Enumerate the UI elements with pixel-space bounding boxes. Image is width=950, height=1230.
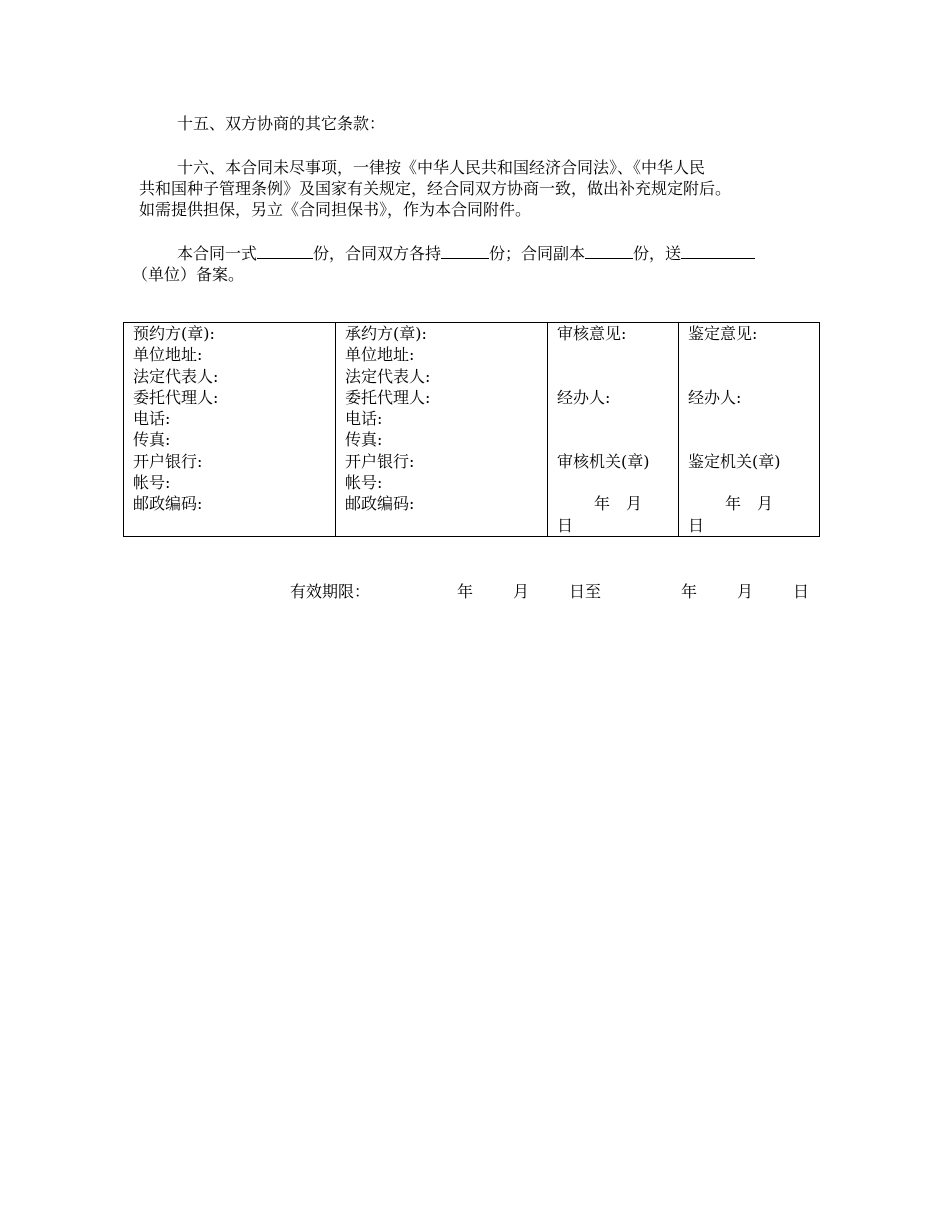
- party-b-account: 帐号:: [345, 473, 383, 493]
- copies-line-1: [177, 242, 755, 265]
- clause-15: 十五、双方协商的其它条款：: [177, 114, 386, 133]
- review-authority: 审核机关(章): [557, 451, 650, 471]
- validity-start-day: 日至: [569, 582, 602, 601]
- clause-16-line-3: 如需提供担保，另立《合同担保书》，作为本合同附件。: [139, 200, 532, 219]
- party-b-fax: 传真:: [345, 430, 383, 450]
- appraisal-authority: 鉴定机关(章): [688, 451, 781, 471]
- validity-start-month: 月: [513, 582, 530, 601]
- validity-end-day: 日: [793, 582, 810, 601]
- review-date-line-1: 年 月: [594, 494, 643, 514]
- validity-label: 有效期限：: [290, 582, 371, 601]
- copies-each-blank[interactable]: [441, 242, 489, 259]
- copies-text-4: 份，送: [633, 244, 682, 263]
- party-a-agent: 委托代理人:: [133, 387, 219, 407]
- party-info-table: [123, 322, 820, 537]
- copies-total-blank[interactable]: [257, 242, 313, 259]
- party-a-seal: 预约方(章):: [133, 324, 215, 343]
- party-b-address: 单位地址:: [345, 345, 415, 365]
- party-a-postcode: 邮政编码:: [133, 494, 203, 514]
- validity-end-month: 月: [737, 582, 754, 601]
- validity-period: [0, 579, 950, 603]
- party-b-cell: [336, 323, 548, 537]
- party-b-phone: 电话:: [345, 409, 383, 429]
- party-a-bank: 开户银行:: [133, 451, 203, 471]
- copies-duplicate-blank[interactable]: [585, 242, 633, 259]
- appraisal-title: 鉴定意见:: [688, 324, 758, 343]
- party-b-bank: 开户银行:: [345, 451, 415, 471]
- party-a-legal-rep: 法定代表人:: [133, 366, 219, 386]
- appraisal-date-line-1: 年 月: [725, 494, 774, 514]
- party-a-cell: [124, 323, 336, 537]
- copies-text-2: 份，合同双方各持: [313, 244, 442, 263]
- clause-16-line-2: 共和国种子管理条例》及国家有关规定，经合同双方协商一致，做出补充规定附后。: [139, 179, 732, 198]
- copies-line-2: （单位）备案。: [132, 265, 245, 284]
- copies-recipient-blank[interactable]: [681, 242, 755, 259]
- party-a-phone: 电话:: [133, 409, 171, 429]
- copies-text-1: 本合同一式: [177, 244, 258, 263]
- appraisal-date-line-2: 日: [688, 515, 705, 535]
- copies-text-3: 份；合同副本: [489, 244, 586, 263]
- review-cell: [548, 323, 679, 537]
- validity-start-year: 年: [457, 582, 474, 601]
- validity-end-year: 年: [681, 582, 698, 601]
- party-b-postcode: 邮政编码:: [345, 494, 415, 514]
- appraisal-handler: 经办人:: [688, 387, 742, 407]
- review-title: 审核意见:: [557, 324, 627, 343]
- review-handler: 经办人:: [557, 387, 611, 407]
- party-b-seal: 承约方(章):: [345, 324, 427, 343]
- party-b-legal-rep: 法定代表人:: [345, 366, 431, 386]
- appraisal-cell: [679, 323, 820, 537]
- party-b-agent: 委托代理人:: [345, 387, 431, 407]
- party-a-account: 帐号:: [133, 473, 171, 493]
- party-a-address: 单位地址:: [133, 345, 203, 365]
- party-a-fax: 传真:: [133, 430, 171, 450]
- review-date-line-2: 日: [557, 515, 574, 535]
- clause-16-line-1: 十六、本合同未尽事项，一律按《中华人民共和国经济合同法》、《中华人民: [177, 158, 706, 177]
